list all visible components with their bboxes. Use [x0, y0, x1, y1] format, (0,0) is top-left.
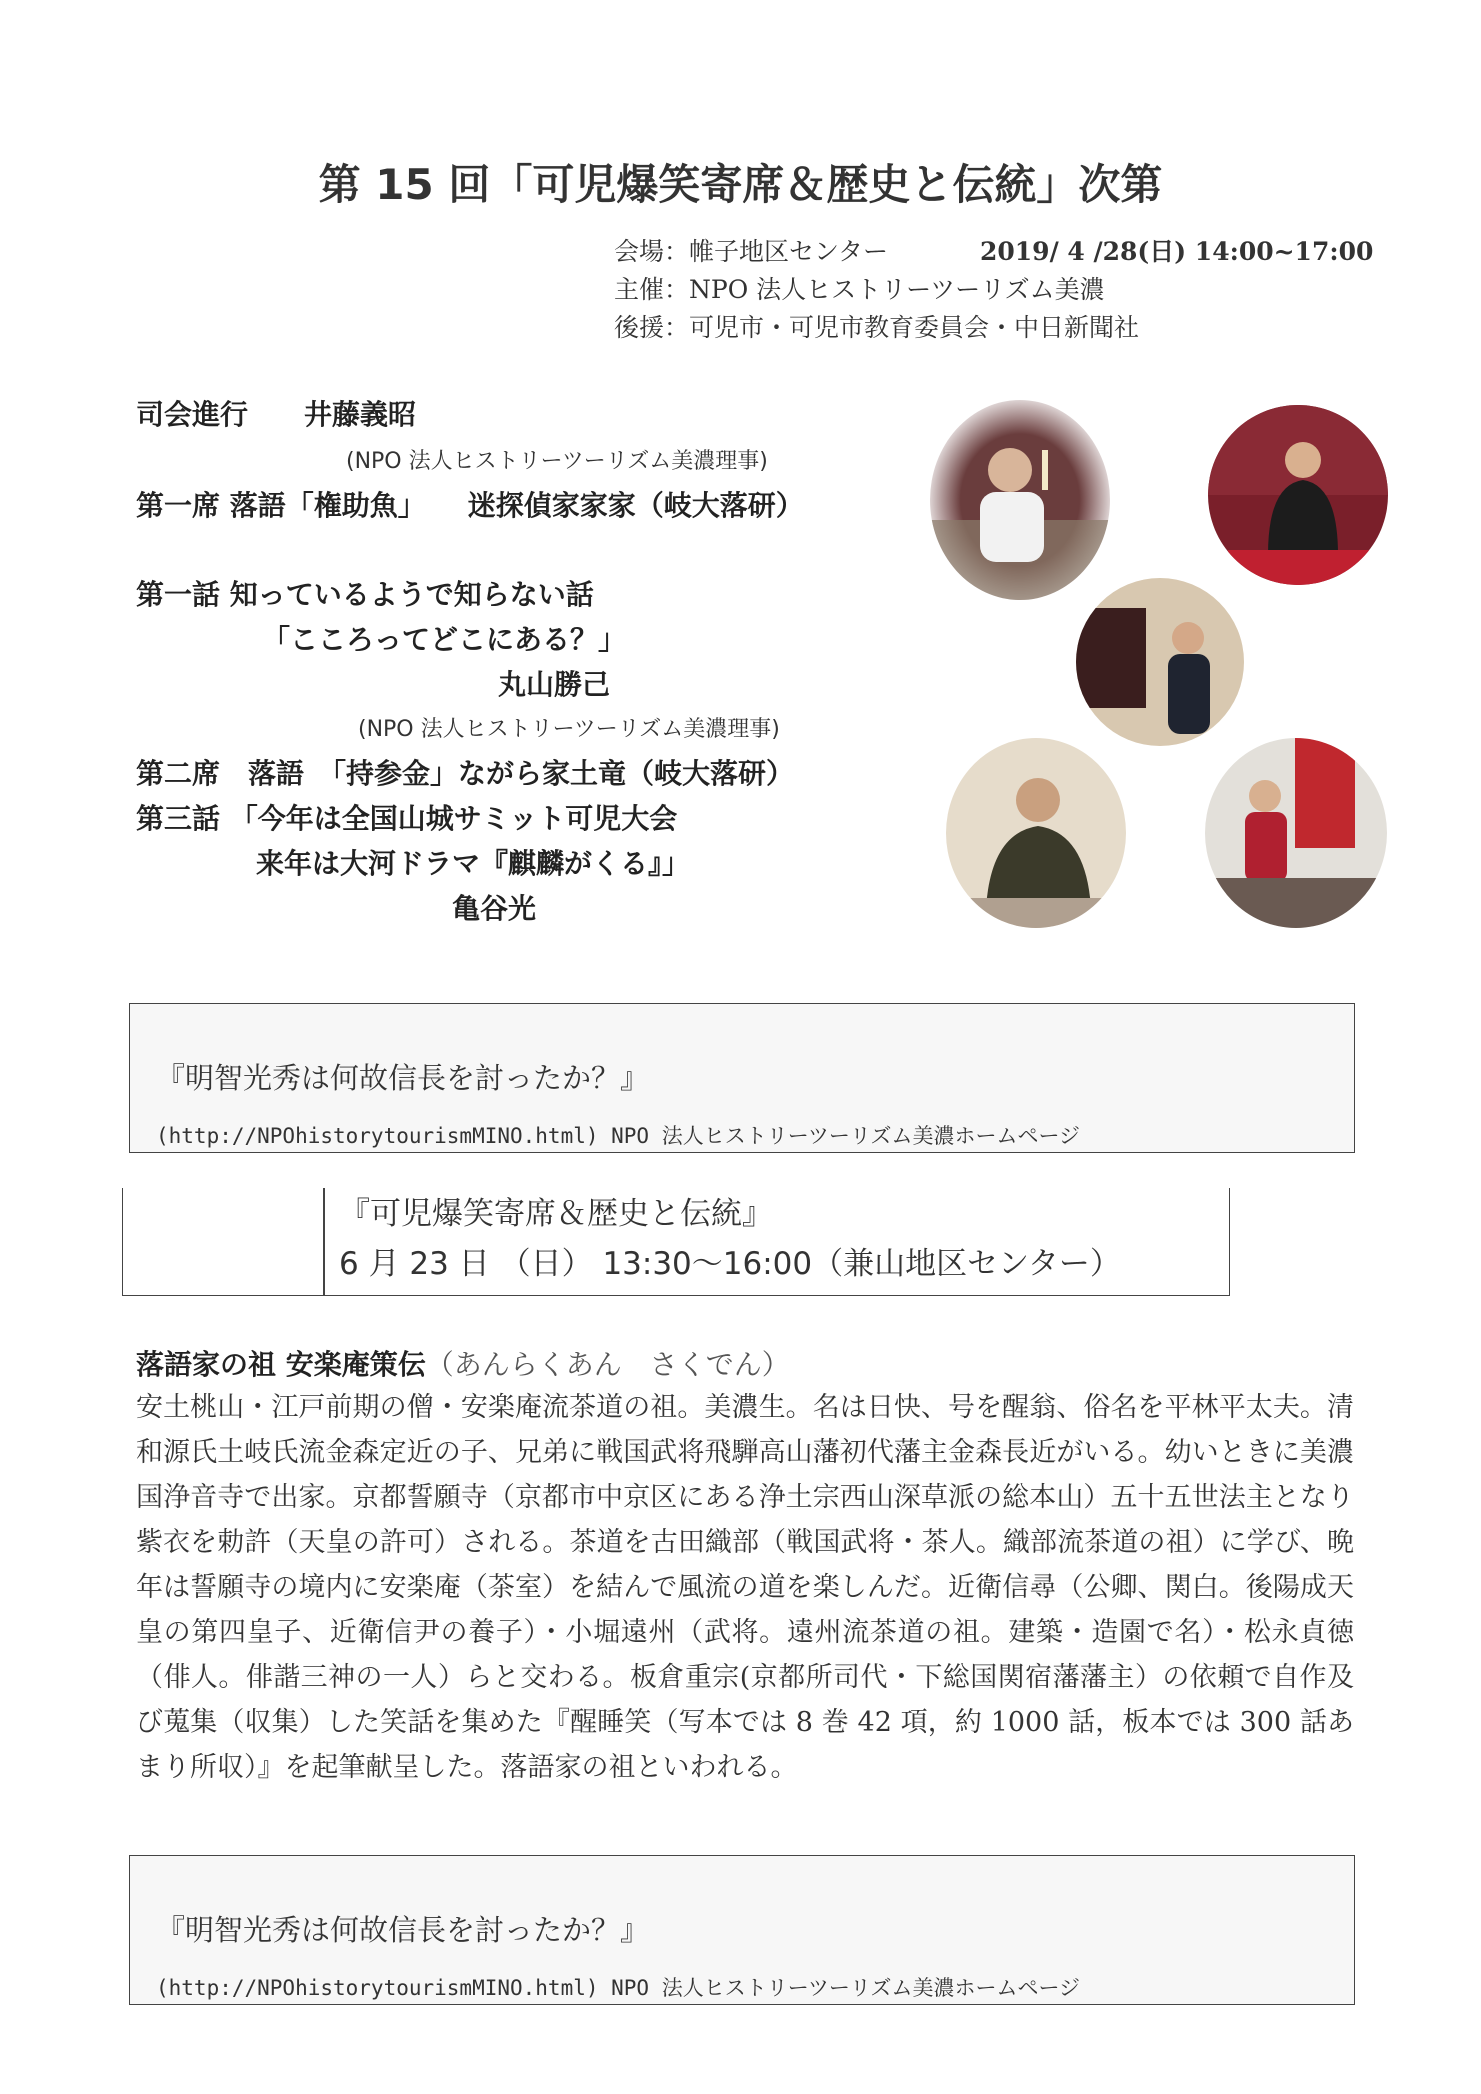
ad-box-2: [129, 1855, 1355, 2005]
ad-box-1-title: 『明智光秀は何故信長を討ったか？』: [156, 1061, 650, 1095]
next-event-title: 『可児爆笑寄席＆歴史と伝統』: [339, 1196, 773, 1232]
mc-note: (NPO 法人ヒストリーツーリズム美濃理事): [346, 449, 768, 474]
page-title: 第 15 回「可児爆笑寄席＆歴史と伝統」次第: [318, 160, 1163, 209]
datetime-text: 2019/ 4 /28(日) 14:00~17:00: [980, 237, 1374, 266]
next-event-box: [122, 1188, 1230, 1296]
ad-box-2-title: 『明智光秀は何故信長を討ったか？』: [156, 1913, 650, 1947]
article-heading: [136, 1343, 790, 1383]
photo-speaker-2: [1205, 738, 1387, 928]
article-heading-reading: （あんらくあん さくでん）: [425, 1348, 790, 1381]
talk1-speaker: 丸山勝己: [498, 668, 611, 701]
article-body: 安土桃山・江戸前期の僧・安楽庵流茶道の祖。美濃生。名は日快、号を醒翁、俗名を平林平太夫。清和源氏土岐氏流金森定近の子、兄弟に戦国武将飛騨高山藩初代藩主金森長近がいる。幼いときに美濃国浄音寺で出家。京都誓願寺（京都市中京区にある浄土宗西山深草派の総本山）五十五世法主となり紫衣を勅許（天皇の許可）される。茶道を古田織部（戦国武将・茶人。織部流茶道の祖）に学び、晩年は誓願寺の境内に安楽庵（茶室）を結んで風流の道を楽しんだ。近衛信尋（公卿、関白。後陽成天皇の第四皇子、近衛信尹の養子）・小堀遠州（武将。遠州流茶道の祖。建築・造園で名）・松永貞徳（俳人。俳諧三神の一人）らと交わる。板倉重宗(京都所司代・下総国関宿藩藩主）の依頼で自作及び蒐集（収集）した笑話を集めた『醒睡笑（写本では 8 巻 42 項，約 1000 話，板本では 300 話あまり所収）』を起筆献呈した。落語家の祖といわれる。: [136, 1392, 1354, 1783]
photo-rakugo-2: [946, 738, 1126, 928]
venue-text: 会場：帷子地区センター: [614, 237, 889, 266]
talk1-note: (NPO 法人ヒストリーツーリズム美濃理事): [358, 717, 780, 742]
talk3-line2: 来年は大河ドラマ『麒麟がくる』」: [256, 847, 691, 880]
seat1-line: 第一席 落語「権助魚」 迷探偵家家家（岐大落研）: [136, 489, 804, 522]
seat2-line: 第二席 落語 「持参金」ながら家土竜（岐大落研）: [136, 757, 795, 790]
talk1-title: 第一話 知っているようで知らない話: [136, 578, 594, 611]
photo-mc: [930, 400, 1110, 600]
talk3-speaker: 亀谷光: [452, 892, 537, 925]
ad-box-1: [129, 1003, 1355, 1153]
photo-speaker: [1076, 578, 1244, 746]
article-heading-title: 落語家の祖 安楽庵策伝: [136, 1348, 426, 1381]
support-text: 後援：可児市・可児市教育委員会・中日新聞社: [614, 313, 1140, 342]
next-event-datetime: 6 月 23 日 （日） 13:30〜16:00（兼山地区センター）: [339, 1246, 1121, 1282]
next-event-divider: [323, 1188, 325, 1295]
ad-box-1-url[interactable]: (http://NPOhistorytourismMINO.html) NPO 法人ヒストリーツーリズム美濃ホームページ: [156, 1124, 1081, 1148]
talk1-subtitle: 「こころってどこにある？」: [262, 623, 627, 656]
mc-line: 司会進行 井藤義昭: [136, 398, 417, 431]
photo-rakugo-1: [1208, 405, 1388, 585]
ad-box-2-url[interactable]: (http://NPOhistorytourismMINO.html) NPO 法人ヒストリーツーリズム美濃ホームページ: [156, 1976, 1081, 2000]
host-text: 主催：NPO 法人ヒストリーツーリズム美濃: [614, 275, 1105, 304]
talk3-line1: 第三話 「今年は全国山城サミット可児大会: [136, 802, 678, 835]
